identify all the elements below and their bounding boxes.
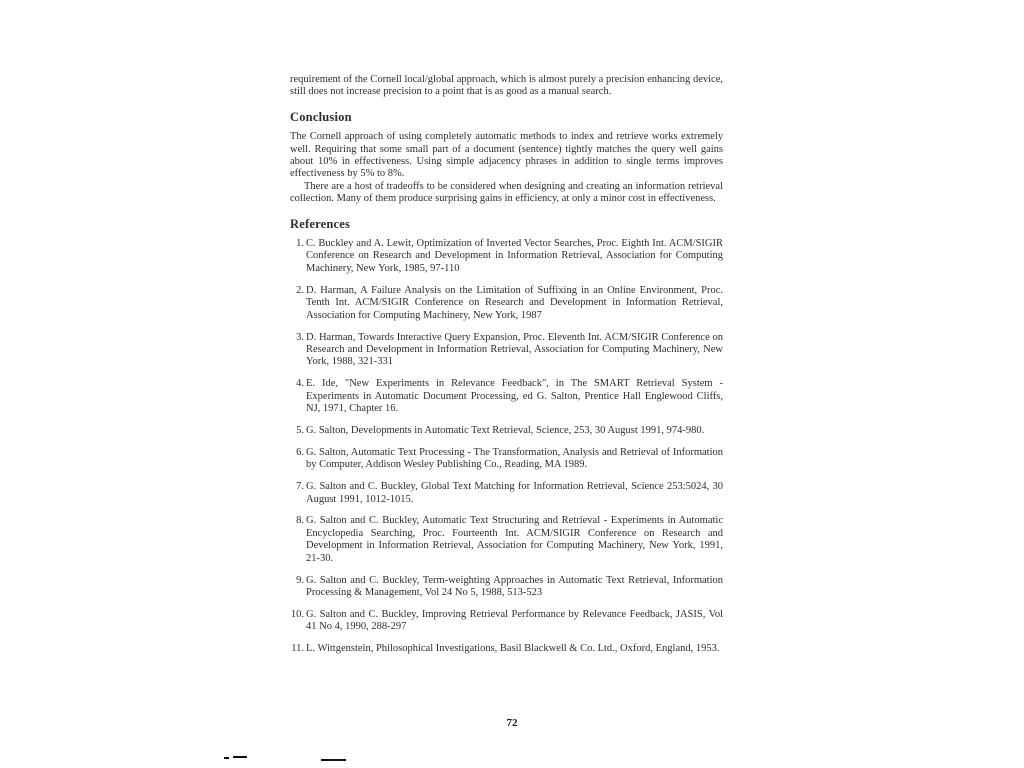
intro-paragraph: requirement of the Cornell local/global approach, which is almost purely a precision enhancing device, still does not increase precision to a point that is as good as a manual search. [290,74,723,98]
reference-item: E. Ide, "New Experiments in Relevance Feedback", in The SMART Retrieval System - Experiments in Automatic Document Processing, ed G. Salton, Prentice Hall Englewood Cliffs, NJ, 1971, Chapter 16. [306,378,723,415]
reference-item: L. Wittgenstein, Philosophical Investigations, Basil Blackwell & Co. Ltd., Oxford, England, 1953. [306,643,720,655]
reference-item: G. Salton and C. Buckley, Automatic Text Structuring and Retrieval - Experiments in Automatic Encyclopedia Searching, Proc. Fourteenth Int. ACM/SIGIR Conference on Research and Development in Information Retrieval, Association for Computing Machinery, New York, 1991, 21-30. [306,515,723,564]
page-number: 72 [506,717,518,729]
reference-item: G. Salton, Automatic Text Processing - The Transformation, Analysis and Retrieval of Information by Computer, Addison Wesley Publishing Co., Reading, MA 1989. [306,446,723,471]
reference-item: G. Salton and C. Buckley, Improving Retrieval Performance by Relevance Feedback, JASIS, Vol 41 No 4, 1990, 288-297 [306,608,723,633]
reference-item: D. Harman, Towards Interactive Query Expansion, Proc. Eleventh Int. ACM/SIGIR Conference on Research and Development in Information Retrieval, Association for Computing Machinery, New York, 1988, 321-331 [306,331,723,368]
conclusion-paragraph-1: The Cornell approach of using completely automatic methods to index and retrieve works extremely well. Requiring that some small part of a document (sentence) tightly matches the query well gains about 10% in effectiveness. Using simple adjacency phrases in addition to single terms improves effectiveness by 5% to 8%. [290,131,723,180]
conclusion-paragraph-2: There are a host of tradeoffs to be considered when designing and creating an information retrieval collection. Many of them produce surprising gains in efficiency, at only a minor cost in effectiveness. [290,180,723,205]
scan-artifact-mark [321,759,346,761]
reference-item: G. Salton and C. Buckley, Term-weighting Approaches in Automatic Text Retrieval, Information Processing & Management, Vol 24 No 5, 1988, 513-523 [306,574,723,598]
reference-item: D. Harman, A Failure Analysis on the Limitation of Suffixing in an Online Environment, Proc. Tenth Int. ACM/SIGIR Conference on Research and Development in Information Retrieval, Association for Computing Machinery, New York, 1987 [306,284,723,321]
references-list [290,238,723,656]
scan-artifact-mark [224,757,229,759]
reference-item: C. Buckley and A. Lewit, Optimization of Inverted Vector Searches, Proc. Eighth Int. ACM/SIGIR Conference on Research and Development in Information Retrieval, Association for Computing Machinery, New York, 1985, 97-110 [306,238,723,274]
reference-item: G. Salton, Developments in Automatic Text Retrieval, Science, 253, 30 August 1991, 974-980. [306,424,705,436]
reference-item: G. Salton and C. Buckley, Global Text Matching for Information Retrieval, Science 253:5024, 30 August 1991, 1012-1015. [306,481,723,505]
conclusion-heading: Conclusion [290,109,352,124]
scan-artifact-mark [233,756,247,758]
references-heading: References [290,216,351,231]
page-text-block [290,74,723,665]
